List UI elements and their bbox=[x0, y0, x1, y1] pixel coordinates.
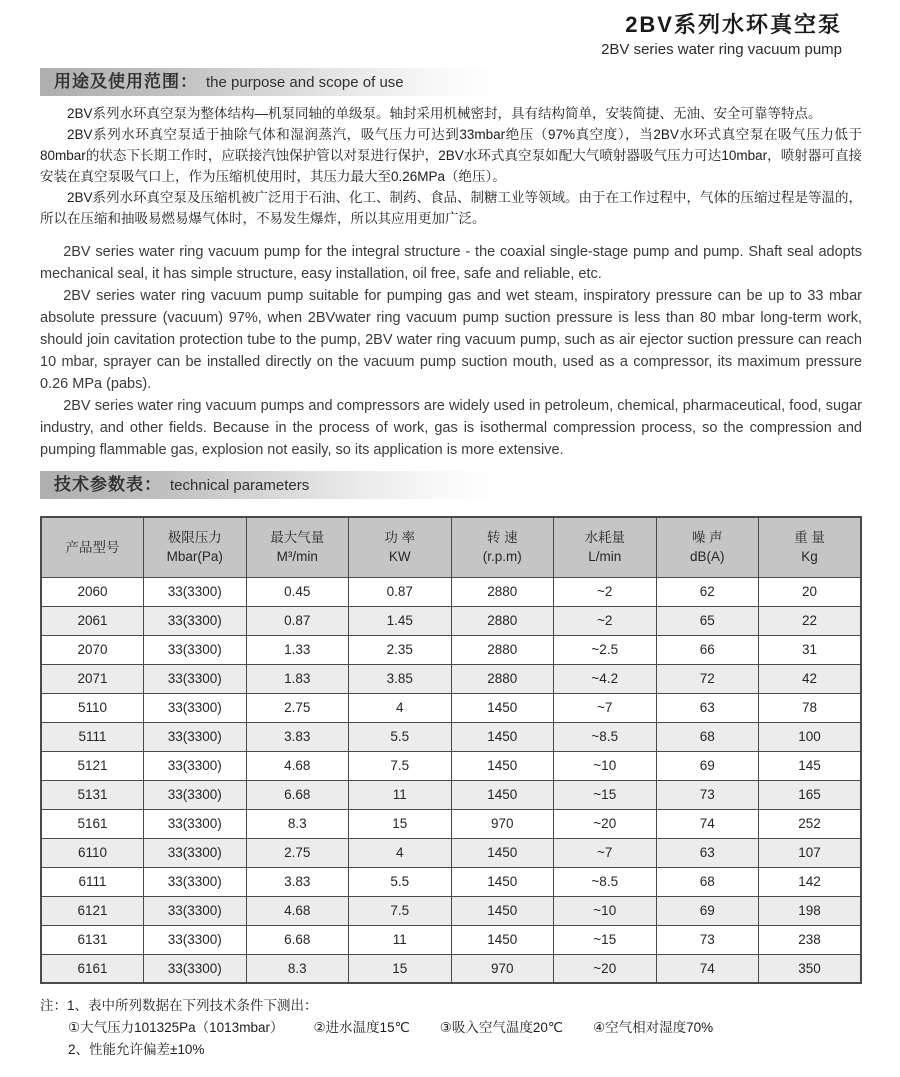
table-cell: 970 bbox=[451, 954, 554, 983]
table-cell: 252 bbox=[759, 809, 862, 838]
table-cell: 0.87 bbox=[349, 577, 452, 606]
table-cell: ~7 bbox=[554, 693, 657, 722]
title-block bbox=[40, 8, 862, 58]
note-condition-4: ④空气相对湿度70% bbox=[593, 1020, 714, 1035]
table-cell: 5161 bbox=[41, 809, 144, 838]
table-cell: 4 bbox=[349, 838, 452, 867]
table-cell: 42 bbox=[759, 664, 862, 693]
table-cell: 1450 bbox=[451, 838, 554, 867]
table-cell: 3.83 bbox=[246, 722, 349, 751]
table-cell: 2070 bbox=[41, 635, 144, 664]
paragraph-zh: 2BV系列水环真空泵为整体结构—机泵同轴的单级泵。轴封采用机械密封，具有结构简单，安装简捷、无油、安全可靠等特点。 bbox=[67, 106, 822, 121]
table-cell: 33(3300) bbox=[144, 664, 247, 693]
table-cell: 2880 bbox=[451, 635, 554, 664]
table-cell: 33(3300) bbox=[144, 809, 247, 838]
table-cell: 5111 bbox=[41, 722, 144, 751]
table-cell: 6.68 bbox=[246, 925, 349, 954]
purpose-section-heading bbox=[40, 68, 498, 96]
note-condition-3: ③吸入空气温度20℃ bbox=[439, 1020, 564, 1035]
table-cell: 74 bbox=[656, 809, 759, 838]
note-condition-1: ①大气压力101325Pa（1013mbar） bbox=[68, 1020, 284, 1035]
table-cell: ~4.2 bbox=[554, 664, 657, 693]
table-cell: 65 bbox=[656, 606, 759, 635]
table-cell: 33(3300) bbox=[144, 606, 247, 635]
paragraph-zh: 2BV系列水环真空泵及压缩机被广泛用于石油、化工、制药、食品、制糖工业等领域。由于在工作过程中，气体的压缩过程是等温的，所以在压缩和抽吸易燃易爆气体时，不易发生爆炸，所以其应用更加广泛。 bbox=[40, 190, 863, 226]
table-cell: 5.5 bbox=[349, 867, 452, 896]
table-cell: 33(3300) bbox=[144, 954, 247, 983]
table-cell: 6.68 bbox=[246, 780, 349, 809]
note-condition-2: ②进水温度15℃ bbox=[313, 1020, 410, 1035]
table-cell: ~15 bbox=[554, 925, 657, 954]
note-prefix: 注： bbox=[40, 998, 67, 1013]
table-cell: 5.5 bbox=[349, 722, 452, 751]
table-cell: 33(3300) bbox=[144, 780, 247, 809]
table-cell: 7.5 bbox=[349, 751, 452, 780]
table-cell: 1450 bbox=[451, 867, 554, 896]
table-cell: 1.33 bbox=[246, 635, 349, 664]
table-cell: 107 bbox=[759, 838, 862, 867]
table-cell: 62 bbox=[656, 577, 759, 606]
table-cell: 6121 bbox=[41, 896, 144, 925]
table-cell: 33(3300) bbox=[144, 722, 247, 751]
table-cell: 8.3 bbox=[246, 809, 349, 838]
table-row bbox=[41, 896, 861, 925]
table-cell: 33(3300) bbox=[144, 635, 247, 664]
column-header-weight: 重 量 Kg bbox=[759, 517, 862, 577]
column-header-limit-pressure: 极限压力 Mbar(Pa) bbox=[144, 517, 247, 577]
paragraph-en: 2BV series water ring vacuum pumps and compressors are widely used in petroleum, chemical, pharmaceutical, food, sugar industry, and other fields. Because in the process of work, gas is isothermal compression process, so the compression and pumping flammable gas, explosion not easily, so its application is more extensive. bbox=[40, 398, 862, 458]
table-cell: 1450 bbox=[451, 780, 554, 809]
table-cell: 73 bbox=[656, 780, 759, 809]
column-header-max-capacity: 最大气量 M³/min bbox=[246, 517, 349, 577]
table-cell: 33(3300) bbox=[144, 838, 247, 867]
column-header-model: 产品型号 bbox=[41, 517, 144, 577]
table-cell: 33(3300) bbox=[144, 867, 247, 896]
table-cell: 69 bbox=[656, 751, 759, 780]
table-cell: 2.75 bbox=[246, 838, 349, 867]
table-cell: 74 bbox=[656, 954, 759, 983]
table-cell: 2060 bbox=[41, 577, 144, 606]
table-header-row bbox=[41, 517, 861, 577]
table-row bbox=[41, 809, 861, 838]
table-cell: 68 bbox=[656, 867, 759, 896]
column-header-noise: 噪 声 dB(A) bbox=[656, 517, 759, 577]
table-cell: 0.45 bbox=[246, 577, 349, 606]
table-cell: 20 bbox=[759, 577, 862, 606]
table-cell: ~8.5 bbox=[554, 722, 657, 751]
table-cell: 22 bbox=[759, 606, 862, 635]
table-row bbox=[41, 606, 861, 635]
table-cell: 142 bbox=[759, 867, 862, 896]
table-cell: 1450 bbox=[451, 722, 554, 751]
table-cell: 6131 bbox=[41, 925, 144, 954]
table-cell: 3.83 bbox=[246, 867, 349, 896]
table-row bbox=[41, 664, 861, 693]
table-cell: 6110 bbox=[41, 838, 144, 867]
table-cell: 970 bbox=[451, 809, 554, 838]
table-row bbox=[41, 954, 861, 983]
table-cell: ~10 bbox=[554, 751, 657, 780]
table-cell: 6161 bbox=[41, 954, 144, 983]
table-cell: 350 bbox=[759, 954, 862, 983]
table-cell: 72 bbox=[656, 664, 759, 693]
table-cell: ~2 bbox=[554, 606, 657, 635]
table-cell: 2.35 bbox=[349, 635, 452, 664]
table-row bbox=[41, 577, 861, 606]
table-cell: 69 bbox=[656, 896, 759, 925]
table-cell: 1.45 bbox=[349, 606, 452, 635]
table-cell: 63 bbox=[656, 838, 759, 867]
table-cell: 73 bbox=[656, 925, 759, 954]
table-header bbox=[41, 517, 861, 577]
paragraph-en: 2BV series water ring vacuum pump suitable for pumping gas and wet steam, inspiratory pressure can be up to 33 mbar absolute pressure (vacuum) 97%, when 2BVwater ring vacuum pump suction pressure is less than 80 mbar long-term work, should join cavitation protection tube to the pump, 2BV water ring vacuum pump, such as air ejector suction pressure can reach 10 mbar, sprayer can be installed directly on the vacuum pump suction mouth, used as a compressor, its maximum pressure 0.26 MPa (pabs). bbox=[40, 288, 862, 392]
table-cell: 6111 bbox=[41, 867, 144, 896]
table-cell: ~2 bbox=[554, 577, 657, 606]
technical-parameters-table bbox=[40, 516, 862, 984]
table-cell: 1.83 bbox=[246, 664, 349, 693]
purpose-paragraphs-en bbox=[40, 241, 862, 461]
purpose-heading-zh: 用途及使用范围： bbox=[54, 72, 198, 91]
table-cell: 33(3300) bbox=[144, 896, 247, 925]
table-cell: 3.85 bbox=[349, 664, 452, 693]
table-row bbox=[41, 751, 861, 780]
table-cell: 4.68 bbox=[246, 896, 349, 925]
page-title: 2BV系列水环真空泵 bbox=[625, 12, 842, 37]
column-header-speed: 转 速 (r.p.m) bbox=[451, 517, 554, 577]
table-cell: 7.5 bbox=[349, 896, 452, 925]
table-cell: 165 bbox=[759, 780, 862, 809]
table-cell: 145 bbox=[759, 751, 862, 780]
parameters-section-heading bbox=[40, 471, 498, 499]
table-cell: 1450 bbox=[451, 896, 554, 925]
table-cell: 31 bbox=[759, 635, 862, 664]
table-cell: 15 bbox=[349, 954, 452, 983]
purpose-paragraphs-zh bbox=[40, 103, 862, 229]
table-cell: 1450 bbox=[451, 693, 554, 722]
table-cell: 66 bbox=[656, 635, 759, 664]
table-cell: 5121 bbox=[41, 751, 144, 780]
table-cell: ~20 bbox=[554, 809, 657, 838]
column-header-power: 功 率 KW bbox=[349, 517, 452, 577]
paragraph-zh: 2BV系列水环真空泵适于抽除气体和湿润蒸汽，吸气压力可达到33mbar绝压（97%真空度），当2BV水环式真空泵在吸气压力低于80mbar的状态下长期工作时，应联接汽蚀保护管以对泵进行保护，2BV水环式真空泵如配大气喷射器吸气压力可达10mbar，喷射器可直接安装在真空泵吸气口上，作为压缩机使用时，其压力最大至0.26MPa（绝压）。 bbox=[40, 127, 862, 184]
table-cell: 33(3300) bbox=[144, 751, 247, 780]
table-cell: 5110 bbox=[41, 693, 144, 722]
table-row bbox=[41, 780, 861, 809]
table-cell: 5131 bbox=[41, 780, 144, 809]
table-cell: 11 bbox=[349, 925, 452, 954]
footnotes bbox=[40, 995, 862, 1061]
paragraph-en: 2BV series water ring vacuum pump for the integral structure - the coaxial single-stage pump and pump. Shaft seal adopts mechanical seal, it has simple structure, easy installation, oil free, safe and reliable, etc. bbox=[40, 244, 862, 282]
table-row bbox=[41, 722, 861, 751]
table-row bbox=[41, 925, 861, 954]
note-item-1: 1、表中所列数据在下列技术条件下测出： bbox=[67, 998, 318, 1013]
parameters-heading-en: technical parameters bbox=[170, 477, 310, 494]
table-cell: ~2.5 bbox=[554, 635, 657, 664]
table-cell: 0.87 bbox=[246, 606, 349, 635]
table-row bbox=[41, 693, 861, 722]
table-cell: 1450 bbox=[451, 751, 554, 780]
page-subtitle: 2BV series water ring vacuum pump bbox=[601, 41, 842, 58]
purpose-heading-en: the purpose and scope of use bbox=[206, 74, 404, 91]
table-row bbox=[41, 867, 861, 896]
table-cell: ~7 bbox=[554, 838, 657, 867]
table-cell: 8.3 bbox=[246, 954, 349, 983]
parameters-heading-zh: 技术参数表： bbox=[54, 475, 162, 494]
table-cell: ~8.5 bbox=[554, 867, 657, 896]
table-cell: 100 bbox=[759, 722, 862, 751]
table-cell: 1450 bbox=[451, 925, 554, 954]
table-cell: 2880 bbox=[451, 606, 554, 635]
table-cell: 2880 bbox=[451, 664, 554, 693]
table-body bbox=[41, 577, 861, 983]
table-cell: ~20 bbox=[554, 954, 657, 983]
note-line-2: 2、性能允许偏差±10% bbox=[68, 1042, 205, 1057]
table-cell: 63 bbox=[656, 693, 759, 722]
table-cell: 78 bbox=[759, 693, 862, 722]
table-cell: 238 bbox=[759, 925, 862, 954]
table-cell: 33(3300) bbox=[144, 925, 247, 954]
column-header-water-consumption: 水耗量 L/min bbox=[554, 517, 657, 577]
table-cell: 33(3300) bbox=[144, 693, 247, 722]
table-cell: 2880 bbox=[451, 577, 554, 606]
table-row bbox=[41, 635, 861, 664]
table-cell: 2061 bbox=[41, 606, 144, 635]
table-cell: 2.75 bbox=[246, 693, 349, 722]
table-row bbox=[41, 838, 861, 867]
table-cell: 15 bbox=[349, 809, 452, 838]
table-cell: ~10 bbox=[554, 896, 657, 925]
table-cell: 2071 bbox=[41, 664, 144, 693]
table-cell: ~15 bbox=[554, 780, 657, 809]
table-cell: 4.68 bbox=[246, 751, 349, 780]
table-cell: 68 bbox=[656, 722, 759, 751]
table-cell: 4 bbox=[349, 693, 452, 722]
note-conditions bbox=[40, 1017, 862, 1039]
table-cell: 198 bbox=[759, 896, 862, 925]
table-cell: 33(3300) bbox=[144, 577, 247, 606]
table-cell: 11 bbox=[349, 780, 452, 809]
note-line-1 bbox=[40, 995, 862, 1017]
